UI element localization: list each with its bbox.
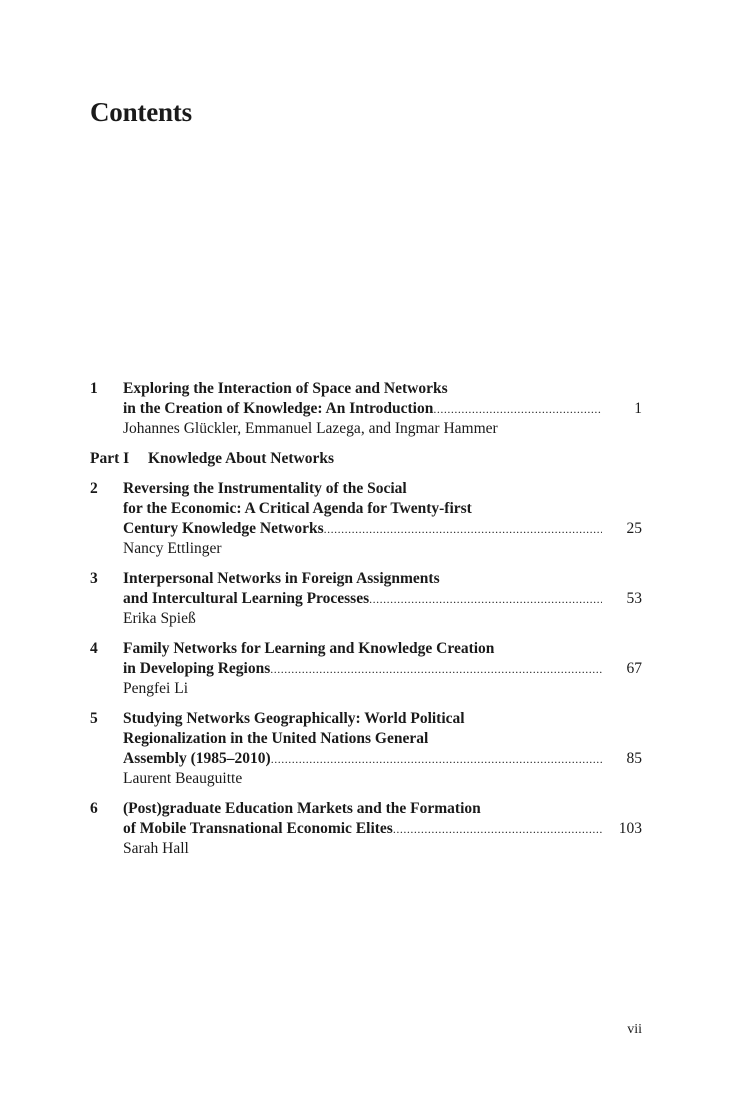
chapter-title-last-line — [123, 819, 642, 839]
chapter-authors: Johannes Glückler, Emmanuel Lazega, and Ingmar Hammer — [123, 420, 498, 437]
chapter-body — [123, 639, 642, 699]
chapter-body — [123, 799, 642, 859]
dot-leader — [369, 589, 602, 609]
chapter-title-text: in the Creation of Knowledge: An Introduction — [123, 400, 434, 417]
chapter-number: 2 — [90, 480, 98, 497]
chapter-number: 5 — [90, 710, 98, 727]
chapter-number: 1 — [90, 380, 98, 397]
chapter-title-text: Century Knowledge Networks — [123, 520, 324, 537]
page-title: Contents — [90, 97, 192, 127]
chapter-title-last-line — [123, 749, 642, 769]
chapter-authors: Sarah Hall — [123, 840, 189, 857]
page-number: 25 — [626, 520, 642, 537]
page-folio: vii — [627, 1022, 642, 1037]
chapter-authors: Laurent Beauguitte — [123, 770, 243, 787]
chapter-title-text: and Intercultural Learning Processes — [123, 590, 370, 607]
dot-leader — [324, 519, 602, 539]
dot-leader — [393, 819, 602, 839]
chapter-authors: Pengfei Li — [123, 680, 188, 697]
chapter-body — [123, 709, 642, 789]
page-number: 53 — [626, 590, 642, 607]
chapter-title-line: Regionalization in the United Nations General — [123, 730, 429, 747]
page-number: 103 — [618, 820, 642, 837]
chapter-title-line: Studying Networks Geographically: World Political — [123, 710, 465, 727]
toc-entry-6[interactable] — [90, 799, 642, 859]
chapter-number: 3 — [90, 570, 98, 587]
chapter-body — [123, 479, 642, 559]
chapter-title-line: Interpersonal Networks in Foreign Assignments — [123, 570, 440, 587]
chapter-title-line: Reversing the Instrumentality of the Social — [123, 480, 407, 497]
part-heading — [90, 449, 642, 469]
toc-entry-5[interactable] — [90, 709, 642, 789]
page-number: 85 — [626, 750, 642, 767]
chapter-title-last-line — [123, 589, 642, 609]
chapter-title-line: Exploring the Interaction of Space and Networks — [123, 380, 448, 397]
chapter-title-text: Assembly (1985–2010) — [123, 750, 271, 767]
page-number: 1 — [634, 400, 642, 417]
chapter-body — [123, 379, 642, 439]
chapter-title-line: (Post)graduate Education Markets and the Formation — [123, 800, 481, 817]
chapter-number: 4 — [90, 640, 98, 657]
chapter-title-last-line — [123, 399, 642, 419]
toc-entry-4[interactable] — [90, 639, 642, 699]
chapter-authors: Nancy Ettlinger — [123, 540, 222, 557]
part-title: Knowledge About Networks — [148, 450, 335, 467]
chapter-title-text: in Developing Regions — [123, 660, 271, 677]
toc-entry-1[interactable] — [90, 379, 642, 439]
chapter-title-last-line — [123, 519, 642, 539]
chapter-body — [123, 569, 642, 629]
chapter-title-line: Family Networks for Learning and Knowledge Creation — [123, 640, 495, 657]
page-number: 67 — [626, 660, 642, 677]
table-of-contents — [90, 379, 642, 869]
dot-leader — [270, 659, 602, 679]
chapter-number: 6 — [90, 800, 98, 817]
dot-leader — [271, 749, 602, 769]
toc-entry-3[interactable] — [90, 569, 642, 629]
chapter-title-line: for the Economic: A Critical Agenda for Twenty-first — [123, 500, 472, 517]
part-label: Part I — [90, 450, 130, 467]
chapter-title-text: of Mobile Transnational Economic Elites — [123, 820, 393, 837]
chapter-authors: Erika Spieß — [123, 610, 196, 627]
chapter-title-last-line — [123, 659, 642, 679]
toc-entry-2[interactable] — [90, 479, 642, 559]
dot-leader — [433, 399, 602, 419]
